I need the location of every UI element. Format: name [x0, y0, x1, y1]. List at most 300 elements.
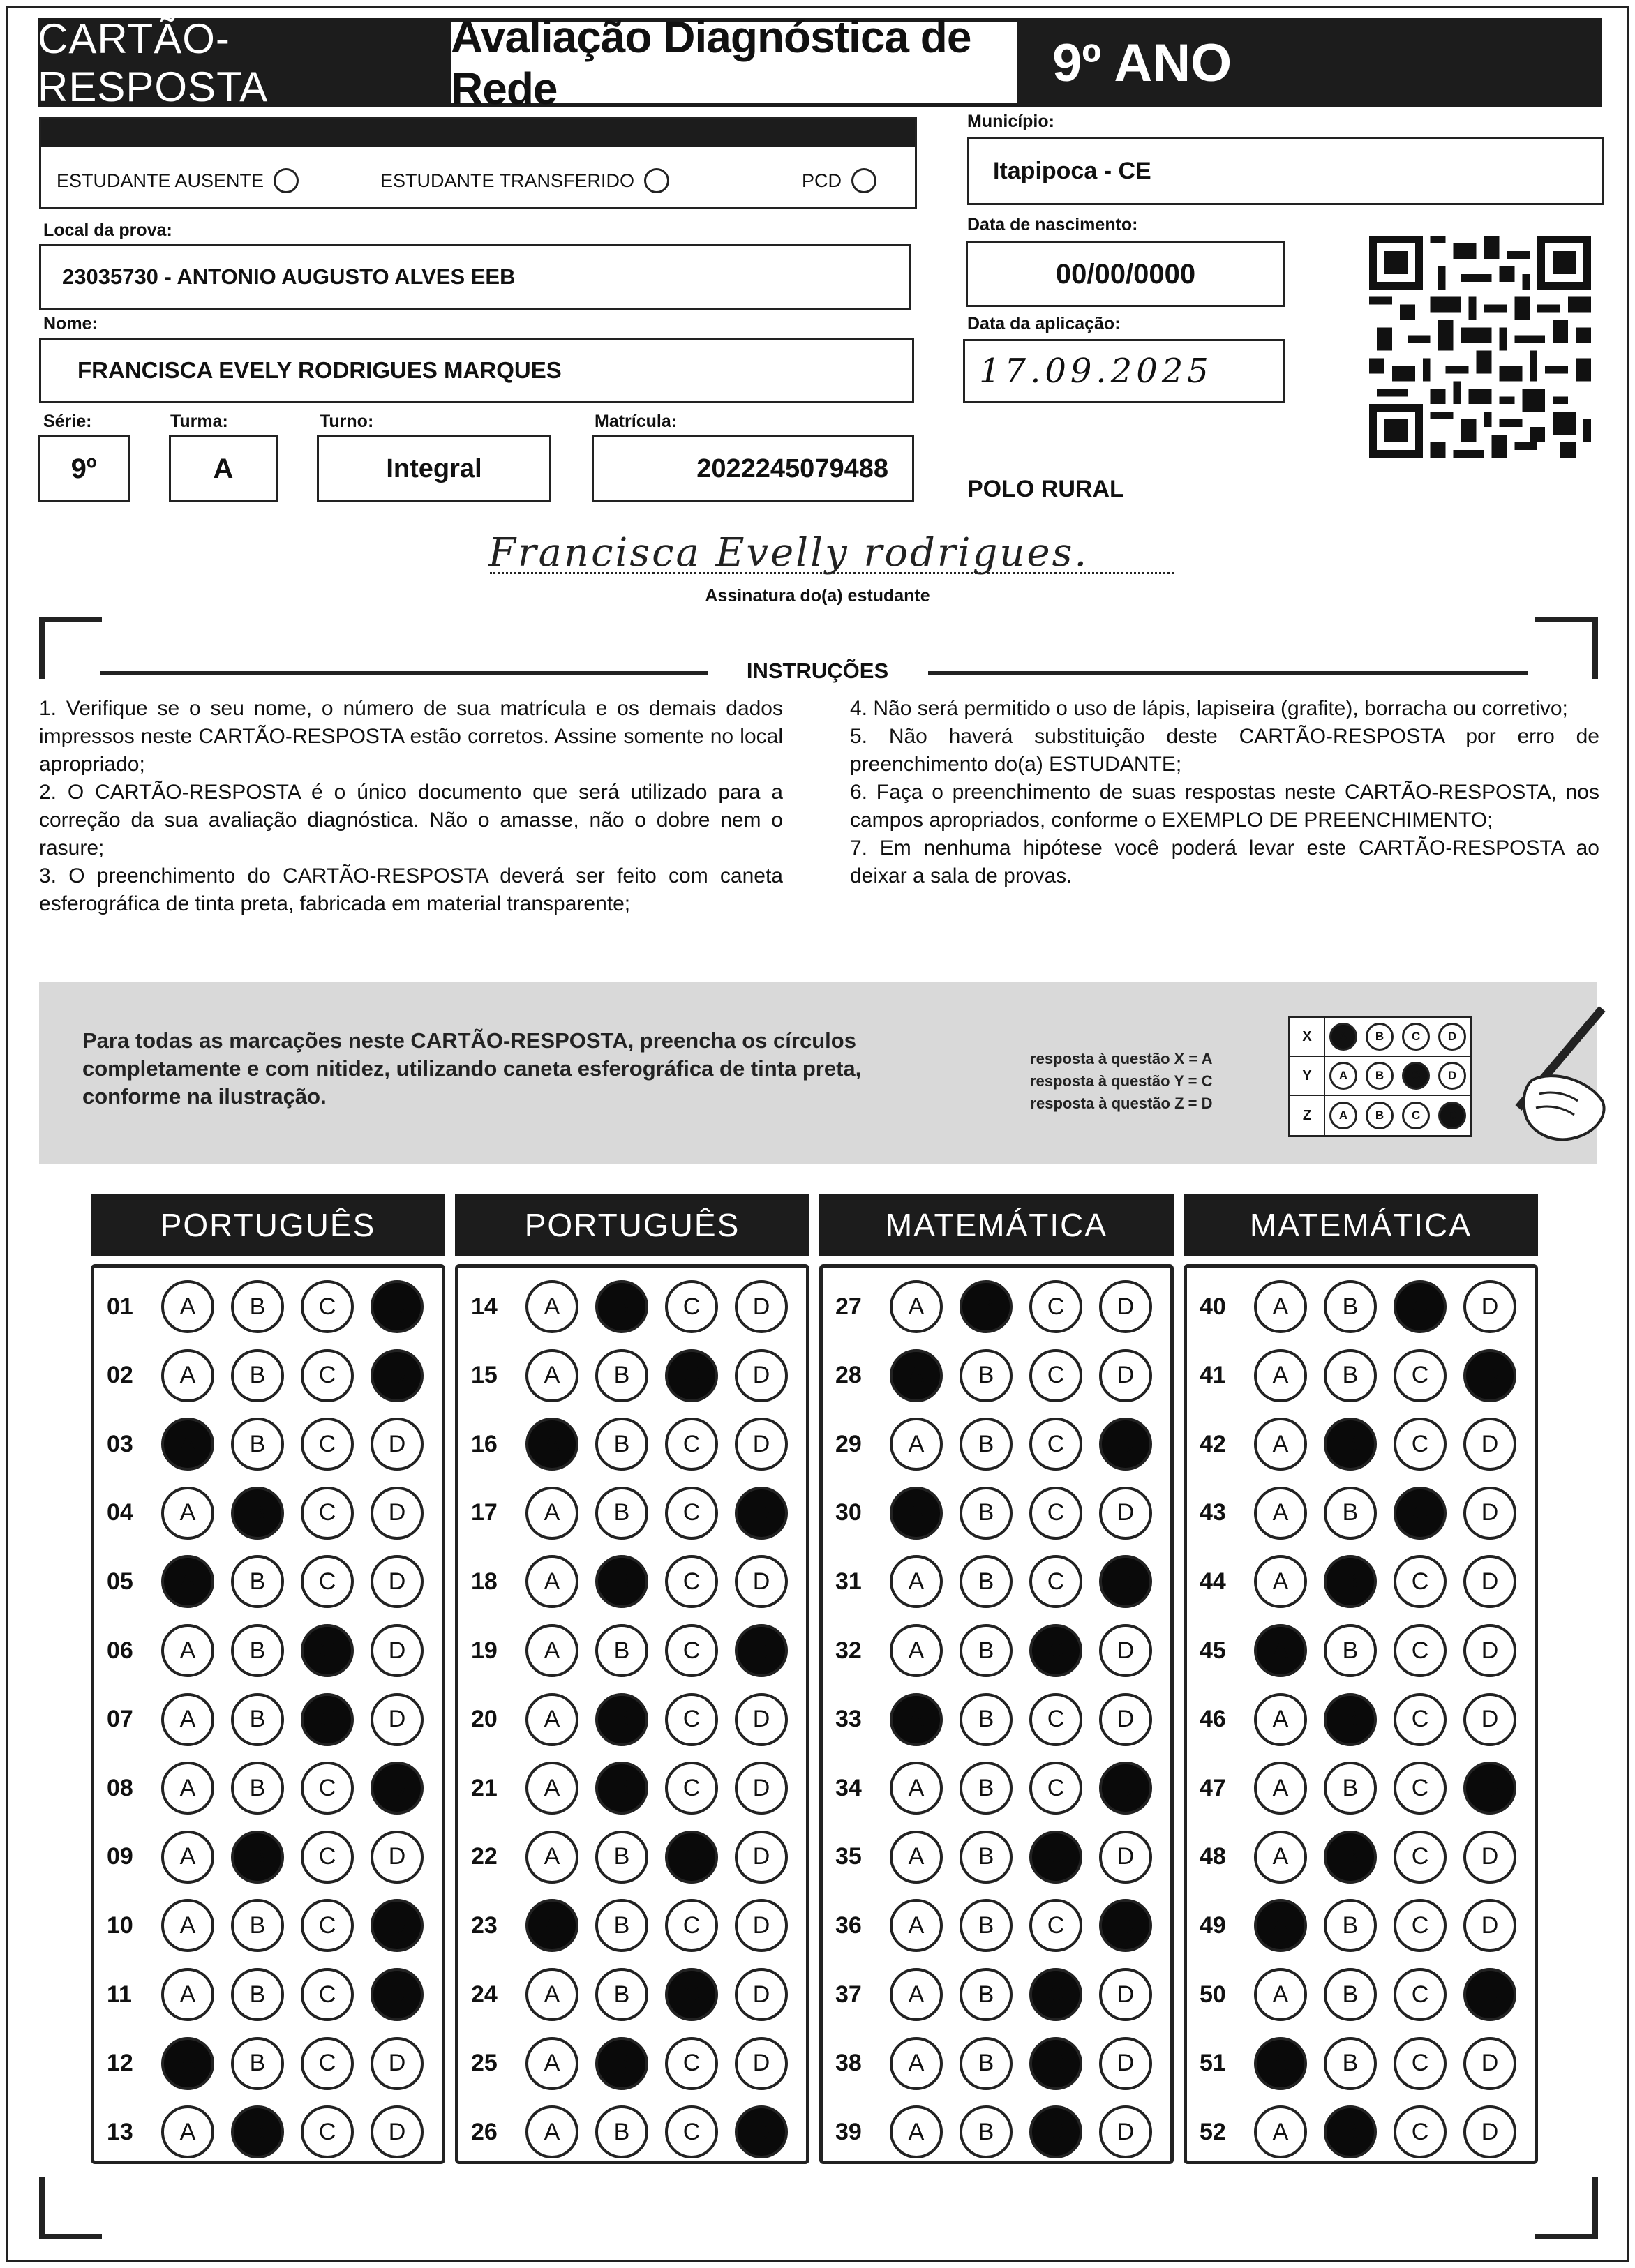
answer-bubble-a[interactable]: A [1254, 1418, 1307, 1471]
question-row [1200, 1487, 1516, 1540]
answer-bubble-d[interactable]: D [1463, 1693, 1516, 1746]
question-row [471, 1555, 788, 1608]
answer-bubble-b[interactable]: B [231, 1968, 284, 2021]
question-row [835, 2105, 1152, 2158]
answer-bubble-d[interactable]: D [371, 1555, 424, 1608]
answer-bubble-b[interactable]: B [1324, 1624, 1377, 1677]
answer-bubble-b[interactable]: B [595, 1624, 648, 1677]
question-row [1200, 1555, 1516, 1608]
question-number: 05 [107, 1568, 133, 1595]
status-bar [41, 119, 915, 147]
answer-bubble-b[interactable]: B [231, 2037, 284, 2090]
answer-bubble-b[interactable]: B [595, 1831, 648, 1884]
answer-bubble-c[interactable]: C [665, 1968, 718, 2021]
answer-bubble-d[interactable]: D [1099, 1693, 1152, 1746]
question-number: 22 [471, 1843, 498, 1870]
answer-bubble-b[interactable]: B [595, 1762, 648, 1815]
answer-bubble-a[interactable]: A [161, 1899, 214, 1952]
answer-bubble-d[interactable]: D [1099, 1762, 1152, 1815]
answer-bubble-d[interactable]: D [735, 1280, 788, 1333]
answer-bubble-a[interactable]: A [1254, 1555, 1307, 1608]
answer-bubble-a[interactable]: A [161, 1968, 214, 2021]
pcd-option[interactable] [802, 168, 876, 193]
answer-bubble-c[interactable]: C [665, 1487, 718, 1540]
answer-bubble-c[interactable]: C [1029, 1280, 1082, 1333]
question-row [835, 1418, 1152, 1471]
answer-bubble-b[interactable]: B [231, 1280, 284, 1333]
instruction-1: 1. Verifique se o seu nome, o número de sua matrícula e os demais dados impressos neste CARTÃO-RESPOSTA estão corretos. Assine somente no local apropriado; [39, 697, 783, 776]
answer-bubble-a[interactable]: A [525, 1280, 578, 1333]
answer-bubble-b[interactable]: B [960, 2037, 1013, 2090]
answer-bubble-b[interactable]: B [960, 2105, 1013, 2158]
answer-bubble-c[interactable]: C [1394, 2037, 1447, 2090]
answer-bubble-c[interactable]: C [665, 1693, 718, 1746]
answer-bubble-c[interactable]: C [1394, 1555, 1447, 1608]
answer-bubble-c[interactable]: C [301, 1418, 354, 1471]
question-row [1200, 1831, 1516, 1884]
answer-bubble-b[interactable]: B [960, 1899, 1013, 1952]
transferred-bubble[interactable] [644, 168, 669, 193]
question-row [835, 1693, 1152, 1746]
answer-bubble-a[interactable]: A [525, 1555, 578, 1608]
serie-field: 9º [38, 435, 130, 502]
answer-bubble-a[interactable]: A [1254, 1487, 1307, 1540]
question-number: 46 [1200, 1706, 1226, 1733]
question-row [107, 1418, 424, 1471]
question-number: 25 [471, 2050, 498, 2077]
answer-bubble-d[interactable]: D [371, 1899, 424, 1952]
answer-bubble-a[interactable]: A [525, 1899, 578, 1952]
answer-bubble-a[interactable]: A [525, 2037, 578, 2090]
answer-bubble-c[interactable]: C [301, 2037, 354, 2090]
answer-bubble-b[interactable]: B [960, 1831, 1013, 1884]
answer-bubble-c[interactable]: C [1029, 1762, 1082, 1815]
answer-bubble-d[interactable]: D [1463, 1487, 1516, 1540]
question-number: 39 [835, 2118, 862, 2145]
question-row [471, 1899, 788, 1952]
answer-bubble-c[interactable]: C [1029, 2037, 1082, 2090]
question-number: 33 [835, 1706, 862, 1733]
question-number: 14 [471, 1293, 498, 1320]
answer-bubble-a[interactable]: A [525, 1349, 578, 1402]
answer-bubble-b[interactable]: B [231, 2105, 284, 2158]
question-row [1200, 1280, 1516, 1333]
question-row [835, 1555, 1152, 1608]
answer-bubble-d[interactable]: D [1463, 2105, 1516, 2158]
question-row [1200, 1899, 1516, 1952]
answer-bubble-a[interactable]: A [525, 1418, 578, 1471]
answer-bubble-c[interactable]: C [1394, 1349, 1447, 1402]
answer-bubble-d[interactable]: D [1463, 1418, 1516, 1471]
answer-bubble-a[interactable]: A [161, 1624, 214, 1677]
question-row [107, 2037, 424, 2090]
answer-bubble-d[interactable]: D [1463, 2037, 1516, 2090]
answer-bubble-d[interactable]: D [1099, 1968, 1152, 2021]
question-number: 49 [1200, 1912, 1226, 1939]
question-row [835, 1968, 1152, 2021]
answer-bubble-b[interactable]: B [231, 1762, 284, 1815]
question-number: 51 [1200, 2050, 1226, 2077]
answer-bubble-a[interactable]: A [525, 2105, 578, 2158]
polo-label: POLO RURAL [967, 476, 1124, 502]
answer-bubble-b[interactable]: B [1324, 1555, 1377, 1608]
question-number: 08 [107, 1774, 133, 1801]
answer-bubble-b[interactable]: B [231, 1899, 284, 1952]
answer-bubble-b[interactable]: B [960, 1762, 1013, 1815]
question-number: 10 [107, 1912, 133, 1939]
answer-bubble-a[interactable]: A [525, 1487, 578, 1540]
answer-bubble-a[interactable]: A [890, 1693, 943, 1746]
corner-mark-bottom-left [39, 2177, 102, 2239]
answer-bubble-b[interactable]: B [231, 1418, 284, 1471]
answer-bubble-d[interactable]: D [371, 1280, 424, 1333]
answer-bubble-a[interactable]: A [890, 1418, 943, 1471]
answer-bubble-c[interactable]: C [665, 2105, 718, 2158]
answer-bubble-a[interactable]: A [1254, 1280, 1307, 1333]
answer-bubble-b[interactable]: B [1324, 1418, 1377, 1471]
answer-bubble-c[interactable]: C [1394, 1693, 1447, 1746]
answer-bubble-d[interactable]: D [1463, 1831, 1516, 1884]
answer-bubble-c[interactable]: C [1394, 1968, 1447, 2021]
answer-bubble-a[interactable]: A [1254, 1624, 1307, 1677]
answer-bubble-c[interactable]: C [1029, 1831, 1082, 1884]
answer-bubble-a[interactable]: A [890, 1349, 943, 1402]
answer-bubble-c[interactable]: C [1394, 2105, 1447, 2158]
answer-bubble-d[interactable]: D [371, 1487, 424, 1540]
answer-bubble-b[interactable]: B [231, 1831, 284, 1884]
answer-bubble-a[interactable]: A [525, 1968, 578, 2021]
answer-bubble-c[interactable]: C [1394, 1280, 1447, 1333]
answer-bubble-c[interactable]: C [1029, 2105, 1082, 2158]
answer-bubble-b[interactable]: B [1324, 1899, 1377, 1952]
answer-bubble-d[interactable]: D [371, 2105, 424, 2158]
answer-bubble-d[interactable]: D [735, 1899, 788, 1952]
question-row [1200, 2105, 1516, 2158]
answer-bubble-a[interactable]: A [161, 1693, 214, 1746]
answer-bubble-c[interactable]: C [1394, 1831, 1447, 1884]
answer-bubble-b[interactable]: B [960, 1968, 1013, 2021]
question-number: 20 [471, 1706, 498, 1733]
answer-bubble-c[interactable]: C [1029, 1968, 1082, 2021]
answer-bubble-d[interactable]: D [1463, 1899, 1516, 1952]
answer-bubble-d[interactable]: D [735, 1555, 788, 1608]
answer-bubble-c[interactable]: C [301, 1899, 354, 1952]
pen-hand-icon [1491, 1003, 1616, 1143]
answer-bubble-c[interactable]: C [665, 1280, 718, 1333]
answer-bubble-a[interactable]: A [1254, 1762, 1307, 1815]
answer-bubble-b[interactable]: B [595, 2037, 648, 2090]
answer-bubble-d[interactable]: D [735, 1831, 788, 1884]
qr-code-icon [1369, 236, 1591, 458]
signature-line[interactable] [490, 572, 1174, 574]
answer-bubble-d[interactable]: D [1099, 1487, 1152, 1540]
answer-bubble-d[interactable]: D [371, 1693, 424, 1746]
answer-bubble-b[interactable]: B [960, 1349, 1013, 1402]
answer-bubble-b[interactable]: B [1324, 1349, 1377, 1402]
answer-bubble-c[interactable]: C [301, 1968, 354, 2021]
answer-bubble-b[interactable]: B [1324, 1280, 1377, 1333]
answer-bubble-c[interactable]: C [301, 1693, 354, 1746]
answer-bubble-d[interactable]: D [1099, 1831, 1152, 1884]
answer-bubble-c[interactable]: C [665, 2037, 718, 2090]
answer-bubble-d[interactable]: D [1463, 1280, 1516, 1333]
answer-bubble-d[interactable]: D [1099, 1349, 1152, 1402]
answer-bubble-b[interactable]: B [595, 1418, 648, 1471]
question-row [1200, 1624, 1516, 1677]
answer-bubble-b[interactable]: B [1324, 1968, 1377, 2021]
answer-bubble-c[interactable]: C [665, 1899, 718, 1952]
answer-bubble-a[interactable]: A [161, 1418, 214, 1471]
example-grid [1288, 1016, 1472, 1137]
answer-bubble-b[interactable]: B [1324, 1831, 1377, 1884]
answer-bubble-c[interactable]: C [301, 1831, 354, 1884]
question-row [471, 2037, 788, 2090]
answer-bubble-c[interactable]: C [1394, 1487, 1447, 1540]
answer-bubble-b[interactable]: B [960, 1280, 1013, 1333]
answer-bubble-d[interactable]: D [371, 1349, 424, 1402]
answer-bubble-b[interactable]: B [231, 1555, 284, 1608]
question-number: 07 [107, 1706, 133, 1733]
answer-bubble-a[interactable]: A [890, 1624, 943, 1677]
answer-bubble-b[interactable]: B [231, 1624, 284, 1677]
answer-bubble-b[interactable]: B [1324, 2037, 1377, 2090]
answer-bubble-b[interactable]: B [595, 2105, 648, 2158]
question-row [471, 1624, 788, 1677]
answer-bubble-d[interactable]: D [735, 1487, 788, 1540]
answer-bubble-d[interactable]: D [1099, 1555, 1152, 1608]
app-date-label: Data da aplicação: [967, 314, 1121, 333]
example-bubble: C [1402, 1062, 1430, 1090]
answer-bubble-d[interactable]: D [735, 1624, 788, 1677]
answer-bubble-b[interactable]: B [595, 1487, 648, 1540]
answer-bubble-c[interactable]: C [1394, 1762, 1447, 1815]
question-number: 16 [471, 1430, 498, 1457]
answer-bubble-a[interactable]: A [890, 1831, 943, 1884]
answer-bubble-b[interactable]: B [595, 1693, 648, 1746]
question-row [835, 1487, 1152, 1540]
answer-bubble-c[interactable]: C [1394, 1899, 1447, 1952]
answer-bubble-d[interactable]: D [1463, 1555, 1516, 1608]
question-row [835, 1349, 1152, 1402]
answer-bubble-b[interactable]: B [595, 1555, 648, 1608]
answer-bubble-a[interactable]: A [890, 1899, 943, 1952]
answer-bubble-b[interactable]: B [595, 1968, 648, 2021]
fill-example [39, 982, 1597, 1164]
question-number: 48 [1200, 1843, 1226, 1870]
answer-bubble-d[interactable]: D [1463, 1624, 1516, 1677]
question-row [107, 2105, 424, 2158]
answer-bubble-b[interactable]: B [231, 1693, 284, 1746]
answer-bubble-a[interactable]: A [890, 1487, 943, 1540]
answer-bubble-b[interactable]: B [595, 1349, 648, 1402]
answer-bubble-b[interactable]: B [595, 1280, 648, 1333]
answer-bubble-c[interactable]: C [665, 1762, 718, 1815]
answer-bubble-d[interactable]: D [1463, 1349, 1516, 1402]
answer-bubble-a[interactable]: A [161, 1762, 214, 1815]
question-number: 35 [835, 1843, 862, 1870]
answer-bubble-b[interactable]: B [1324, 1487, 1377, 1540]
question-number: 06 [107, 1637, 133, 1664]
answer-bubble-d[interactable]: D [735, 1968, 788, 2021]
answer-bubble-c[interactable]: C [301, 1487, 354, 1540]
question-number: 19 [471, 1637, 498, 1664]
answer-bubble-d[interactable]: D [371, 1831, 424, 1884]
instructions-right [850, 695, 1599, 890]
answer-bubble-a[interactable]: A [1254, 2105, 1307, 2158]
answer-bubble-a[interactable]: A [1254, 1899, 1307, 1952]
question-number: 45 [1200, 1637, 1226, 1664]
question-number: 42 [1200, 1430, 1226, 1457]
answer-bubble-d[interactable]: D [371, 2037, 424, 2090]
answer-bubble-b[interactable]: B [595, 1899, 648, 1952]
example-row [1290, 1018, 1470, 1057]
example-bubble: C [1402, 1102, 1430, 1129]
instructions-title: INSTRUÇÕES [746, 659, 889, 683]
answer-bubble-c[interactable]: C [301, 1349, 354, 1402]
answer-bubble-a[interactable]: A [525, 1624, 578, 1677]
example-bubble: A [1329, 1062, 1357, 1090]
answer-bubble-d[interactable]: D [735, 2105, 788, 2158]
answer-bubble-c[interactable]: C [665, 1418, 718, 1471]
answer-bubble-d[interactable]: D [1099, 1280, 1152, 1333]
question-row [1200, 1693, 1516, 1746]
grade-title: 9º ANO [1017, 18, 1602, 107]
answer-bubble-b[interactable]: B [960, 1624, 1013, 1677]
answer-bubble-a[interactable]: A [161, 2037, 214, 2090]
answer-bubble-b[interactable]: B [960, 1555, 1013, 1608]
answer-bubble-c[interactable]: C [301, 1762, 354, 1815]
answer-bubble-b[interactable]: B [1324, 2105, 1377, 2158]
example-bubble: B [1366, 1102, 1394, 1129]
answer-bubble-d[interactable]: D [735, 1349, 788, 1402]
question-number: 02 [107, 1362, 133, 1389]
answer-bubble-a[interactable]: A [161, 1831, 214, 1884]
answer-bubble-d[interactable]: D [735, 2037, 788, 2090]
answer-bubble-a[interactable]: A [890, 2105, 943, 2158]
instruction-7: 7. Em nenhuma hipótese você poderá levar este CARTÃO-RESPOSTA ao deixar a sala de provas. [850, 836, 1599, 887]
answer-bubble-d[interactable]: D [371, 1624, 424, 1677]
answer-bubble-c[interactable]: C [1029, 1349, 1082, 1402]
answer-bubble-c[interactable]: C [301, 2105, 354, 2158]
answer-bubble-d[interactable]: D [371, 1762, 424, 1815]
answer-bubble-d[interactable]: D [1099, 2105, 1152, 2158]
question-number: 36 [835, 1912, 862, 1939]
answer-bubble-b[interactable]: B [231, 1349, 284, 1402]
answer-bubble-d[interactable]: D [1463, 1968, 1516, 2021]
answer-bubble-c[interactable]: C [1029, 1555, 1082, 1608]
answer-bubble-a[interactable]: A [890, 1762, 943, 1815]
municipio-label: Município: [967, 112, 1054, 131]
question-number: 30 [835, 1499, 862, 1526]
pcd-bubble[interactable] [851, 168, 876, 193]
answer-column [91, 1264, 445, 2164]
example-bubble: A [1329, 1023, 1357, 1051]
answer-bubble-c[interactable]: C [665, 1831, 718, 1884]
answer-bubble-d[interactable]: D [371, 1418, 424, 1471]
answer-bubble-a[interactable]: A [161, 1280, 214, 1333]
answer-bubble-a[interactable]: A [161, 2105, 214, 2158]
answer-bubble-b[interactable]: B [960, 1693, 1013, 1746]
answer-bubble-b[interactable]: B [231, 1487, 284, 1540]
answer-bubble-d[interactable]: D [735, 1762, 788, 1815]
status-box [39, 117, 917, 209]
answer-bubble-b[interactable]: B [1324, 1693, 1377, 1746]
transferred-option[interactable] [380, 168, 669, 193]
answer-bubble-a[interactable]: A [890, 2037, 943, 2090]
answer-bubble-a[interactable]: A [525, 1693, 578, 1746]
answer-bubble-b[interactable]: B [960, 1418, 1013, 1471]
example-row [1290, 1057, 1470, 1096]
question-row [107, 1487, 424, 1540]
answer-bubble-c[interactable]: C [1029, 1899, 1082, 1952]
answer-bubble-c[interactable]: C [301, 1624, 354, 1677]
answer-bubble-c[interactable]: C [1029, 1418, 1082, 1471]
answer-bubble-b[interactable]: B [960, 1487, 1013, 1540]
answer-bubble-d[interactable]: D [1099, 1418, 1152, 1471]
signature-caption: Assinatura do(a) estudante [705, 586, 930, 606]
answer-bubble-c[interactable]: C [665, 1555, 718, 1608]
question-number: 38 [835, 2050, 862, 2077]
absent-bubble[interactable] [274, 168, 299, 193]
question-row [471, 1968, 788, 2021]
matricula-label: Matrícula: [595, 412, 678, 431]
section-title: PORTUGUÊS [91, 1194, 445, 1256]
answer-bubble-c[interactable]: C [1029, 1693, 1082, 1746]
answer-bubble-a[interactable]: A [525, 1831, 578, 1884]
answer-bubble-a[interactable]: A [1254, 1693, 1307, 1746]
example-row [1290, 1096, 1470, 1135]
answer-bubble-d[interactable]: D [735, 1418, 788, 1471]
answer-bubble-a[interactable]: A [890, 1280, 943, 1333]
answer-bubble-a[interactable]: A [1254, 1968, 1307, 2021]
question-number: 52 [1200, 2118, 1226, 2145]
answer-bubble-a[interactable]: A [1254, 1349, 1307, 1402]
question-number: 21 [471, 1774, 498, 1801]
question-row [1200, 1968, 1516, 2021]
answer-bubble-d[interactable]: D [735, 1693, 788, 1746]
answer-bubble-a[interactable]: A [890, 1968, 943, 2021]
answer-bubble-d[interactable]: D [1099, 1899, 1152, 1952]
answer-bubble-a[interactable]: A [1254, 2037, 1307, 2090]
serie-label: Série: [43, 412, 92, 431]
answer-bubble-d[interactable]: D [1099, 1624, 1152, 1677]
answer-bubble-a[interactable]: A [525, 1762, 578, 1815]
question-row [1200, 1762, 1516, 1815]
answer-bubble-a[interactable]: A [161, 1487, 214, 1540]
question-row [107, 1280, 424, 1333]
answer-bubble-c[interactable]: C [1029, 1487, 1082, 1540]
answer-bubble-c[interactable]: C [1394, 1624, 1447, 1677]
answer-bubble-a[interactable]: A [161, 1349, 214, 1402]
answer-bubble-c[interactable]: C [665, 1624, 718, 1677]
answer-bubble-a[interactable]: A [1254, 1831, 1307, 1884]
card-label: CARTÃO-RESPOSTA [38, 18, 451, 107]
answer-bubble-b[interactable]: B [1324, 1762, 1377, 1815]
answer-bubble-d[interactable]: D [1099, 2037, 1152, 2090]
answer-bubble-c[interactable]: C [1394, 1418, 1447, 1471]
answer-bubble-c[interactable]: C [665, 1349, 718, 1402]
answer-bubble-c[interactable]: C [301, 1555, 354, 1608]
answer-bubble-a[interactable]: A [890, 1555, 943, 1608]
answer-bubble-c[interactable]: C [301, 1280, 354, 1333]
answer-bubble-d[interactable]: D [1463, 1762, 1516, 1815]
question-number: 34 [835, 1774, 862, 1801]
absent-option[interactable] [57, 168, 299, 193]
answer-bubble-d[interactable]: D [371, 1968, 424, 2021]
answer-bubble-c[interactable]: C [1029, 1624, 1082, 1677]
answer-bubble-a[interactable]: A [161, 1555, 214, 1608]
question-number: 12 [107, 2050, 133, 2077]
